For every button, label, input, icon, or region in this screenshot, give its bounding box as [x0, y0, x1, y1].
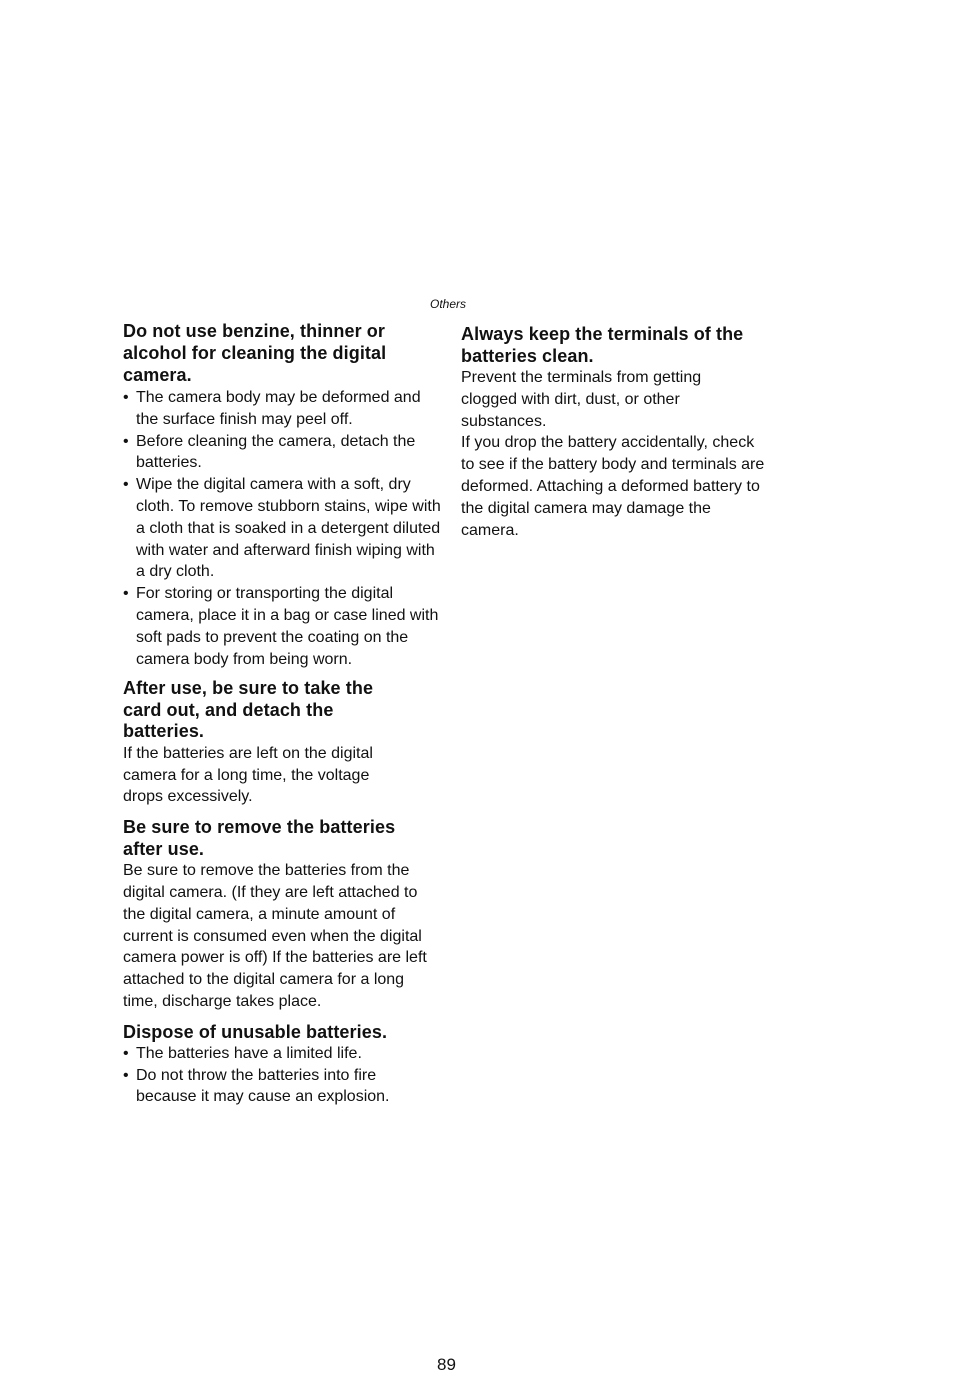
after-use-block	[123, 678, 443, 808]
terminals-heading: Always keep the terminals of the batteries clean.	[461, 324, 744, 366]
dispose-block	[123, 1021, 443, 1108]
dispose-list	[123, 1043, 423, 1108]
list-item: • Before cleaning the camera, detach the batteries.	[123, 431, 441, 475]
cleaning-heading: Do not use benzine, thinner or alcohol for cleaning the digital camera.	[123, 321, 387, 385]
list-item: • Do not throw the batteries into fire because it may cause an explosion.	[123, 1065, 423, 1109]
terminals-block	[461, 323, 781, 541]
cleaning-list	[123, 387, 441, 670]
dispose-heading: Dispose of unusable batteries.	[123, 1021, 388, 1042]
terminals-text-2: If you drop the battery accidentally, check to see if the battery body and terminals are deformed. Attaching a deformed battery to the digital camera may damage the camera.	[461, 434, 765, 539]
list-item: • Wipe the digital camera with a soft, dry cloth. To remove stubborn stains, wipe with a cloth that is soaked in a detergent diluted with water and afterward finish wiping with a dry cloth.	[123, 474, 441, 583]
list-item: • The camera body may be deformed and the surface finish may peel off.	[123, 387, 441, 431]
page-number: 89	[437, 1355, 456, 1374]
left-column	[123, 320, 443, 1116]
cleaning-block	[123, 320, 443, 670]
remove-batteries-block	[123, 816, 443, 1013]
list-item: • The batteries have a limited life.	[123, 1043, 423, 1065]
right-column	[461, 323, 781, 549]
remove-batteries-text: Be sure to remove the batteries from the digital camera. (If they are left attached to the digital camera, a minute amount of current is consumed even when the digital camera power is off) If the batteries are left attached to the digital camera for a long time, discharge takes place.	[123, 862, 427, 1011]
section-label: Others	[430, 297, 467, 311]
after-use-text: If the batteries are left on the digital camera for a long time, the voltage drops excessively.	[123, 744, 373, 806]
terminals-text-1: Prevent the terminals from getting clogged with dirt, dust, or other substances.	[461, 369, 702, 430]
remove-batteries-heading: Be sure to remove the batteries after use.	[123, 817, 396, 860]
list-item: • For storing or transporting the digital camera, place it in a bag or case lined with soft pads to prevent the coating on the camera body from being worn.	[123, 583, 441, 670]
after-use-heading: After use, be sure to take the card out, and detach the batteries.	[123, 678, 374, 742]
